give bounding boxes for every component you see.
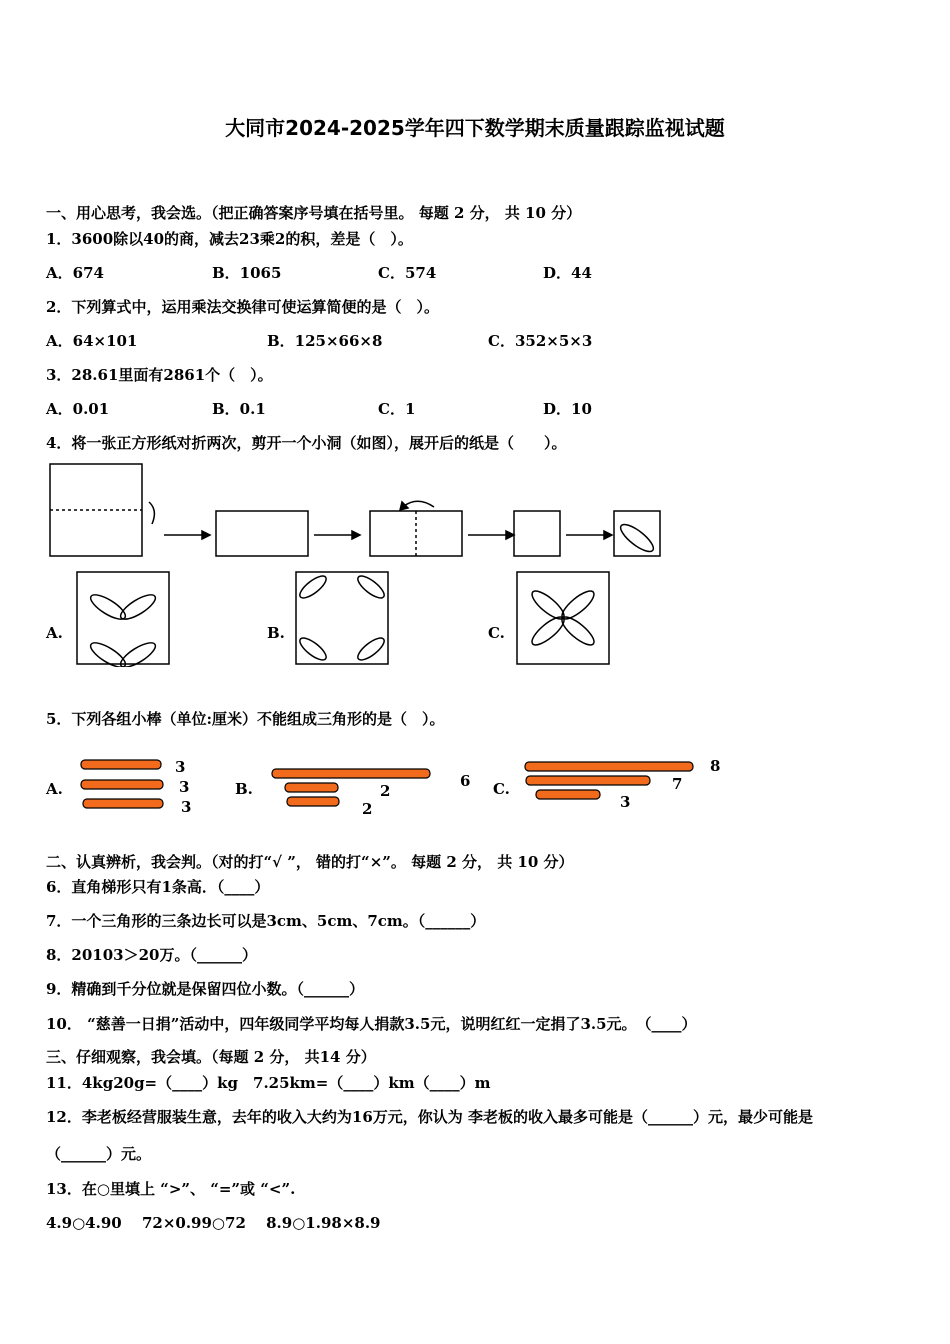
fold-step-2-rect [216, 511, 308, 556]
stick-length-label: 7 [672, 775, 683, 793]
q3-option-a[interactable]: A．0.01 [46, 400, 110, 418]
arrow-icon [604, 531, 612, 539]
q5-option-c[interactable]: C. [493, 780, 510, 798]
q4-option-c[interactable]: C. [488, 624, 505, 642]
question-8: 8．20103＞20万。（______） [46, 946, 257, 964]
q4-option-a-figure[interactable] [76, 571, 172, 667]
section-1-heading: 一、用心思考，我会选。（把正确答案序号填在括号里。 每题 2 分， 共 10 分） [46, 204, 582, 222]
arrow-icon [352, 531, 360, 539]
q4-option-c-figure[interactable] [516, 571, 612, 667]
section-3-heading: 三、仔细观察，我会填。（每题 2 分， 共14 分） [46, 1048, 376, 1066]
question-6: 6．直角梯形只有1条高．（____） [46, 878, 270, 896]
q2-option-a[interactable]: A．64×101 [46, 332, 138, 350]
q5-option-b-sticks[interactable] [270, 764, 480, 820]
q4-option-b-figure[interactable] [295, 571, 391, 667]
stick-length-label: 6 [460, 772, 471, 790]
question-4: 4．将一张正方形纸对折两次，剪开一个小洞（如图），展开后的纸是（ ）。 [46, 434, 567, 452]
q1-option-c[interactable]: C．574 [378, 264, 437, 282]
q5-option-a-sticks[interactable] [78, 754, 198, 816]
question-13: 13．在○里填上 “>”、 “=”或 “<”. [46, 1180, 296, 1198]
fold-step-4-square [514, 511, 560, 556]
q5-option-a[interactable]: A. [46, 780, 63, 798]
question-7: 7．一个三角形的三条边长可以是3cm、5cm、7cm。（______） [46, 912, 486, 930]
arrow-icon [202, 531, 210, 539]
q4-option-a[interactable]: A. [46, 624, 63, 642]
q1-option-a[interactable]: A．674 [46, 264, 104, 282]
question-9: 9．精确到千分位就是保留四位小数。（______） [46, 980, 364, 998]
q1-option-b[interactable]: B．1065 [212, 264, 282, 282]
q2-option-c[interactable]: C．352×5×3 [488, 332, 593, 350]
question-13-items: 4.9○4.90 72×0.99○72 8.9○1.98×8.9 [46, 1214, 381, 1232]
section-2-heading: 二、认真辨析，我会判。（对的打“√ ”， 错的打“×”。 每题 2 分， 共 10 分） [46, 853, 574, 871]
question-1: 1．3600除以40的商，减去23乘2的积，差是（ ）。 [46, 230, 413, 248]
q2-option-b[interactable]: B．125×66×8 [267, 332, 383, 350]
q1-option-d[interactable]: D．44 [543, 264, 592, 282]
arrow-icon [506, 531, 514, 539]
stick-length-label: 3 [181, 798, 192, 816]
stick-length-label: 3 [175, 758, 186, 776]
page-title: 大同市2024-2025学年四下数学期末质量跟踪监视试题 [225, 116, 725, 140]
q4-option-b[interactable]: B. [267, 624, 285, 642]
question-5: 5．下列各组小棒（单位:厘米）不能组成三角形的是（ ）。 [46, 710, 445, 728]
stick-length-label: 8 [710, 757, 721, 775]
stick-length-label: 3 [179, 778, 190, 796]
q3-option-b[interactable]: B．0.1 [212, 400, 266, 418]
stick-length-label: 2 [362, 800, 373, 818]
paper-folding-diagram [46, 460, 666, 560]
stick-length-label: 3 [620, 793, 631, 811]
question-2: 2．下列算式中，运用乘法交换律可使运算简便的是（ ）。 [46, 298, 439, 316]
stick-length-label: 2 [380, 782, 391, 800]
q5-option-b[interactable]: B. [235, 780, 253, 798]
question-12-continued: （______）元。 [46, 1145, 152, 1163]
question-12: 12．李老板经营服装生意，去年的收入大约为16万元，你认为 李老板的收入最多可能是（______）元，最少可能是 [46, 1108, 813, 1126]
arrow-icon [400, 502, 408, 510]
cut-hole [617, 520, 657, 556]
question-10: 10． “慈善一日捐”活动中，四年级同学平均每人捐款3.5元，说明红红一定捐了3.5元。 （____） [46, 1015, 697, 1033]
question-3: 3．28.61里面有2861个（ ）。 [46, 366, 273, 384]
fold-arrow-icon [149, 502, 154, 524]
q5-option-c-sticks[interactable] [522, 754, 732, 816]
q3-option-c[interactable]: C．1 [378, 400, 416, 418]
q3-option-d[interactable]: D．10 [543, 400, 592, 418]
question-11: 11．4kg20g=（____）kg 7.25km=（____）km（____）m [46, 1074, 491, 1092]
fold-arrow-icon [404, 501, 434, 507]
